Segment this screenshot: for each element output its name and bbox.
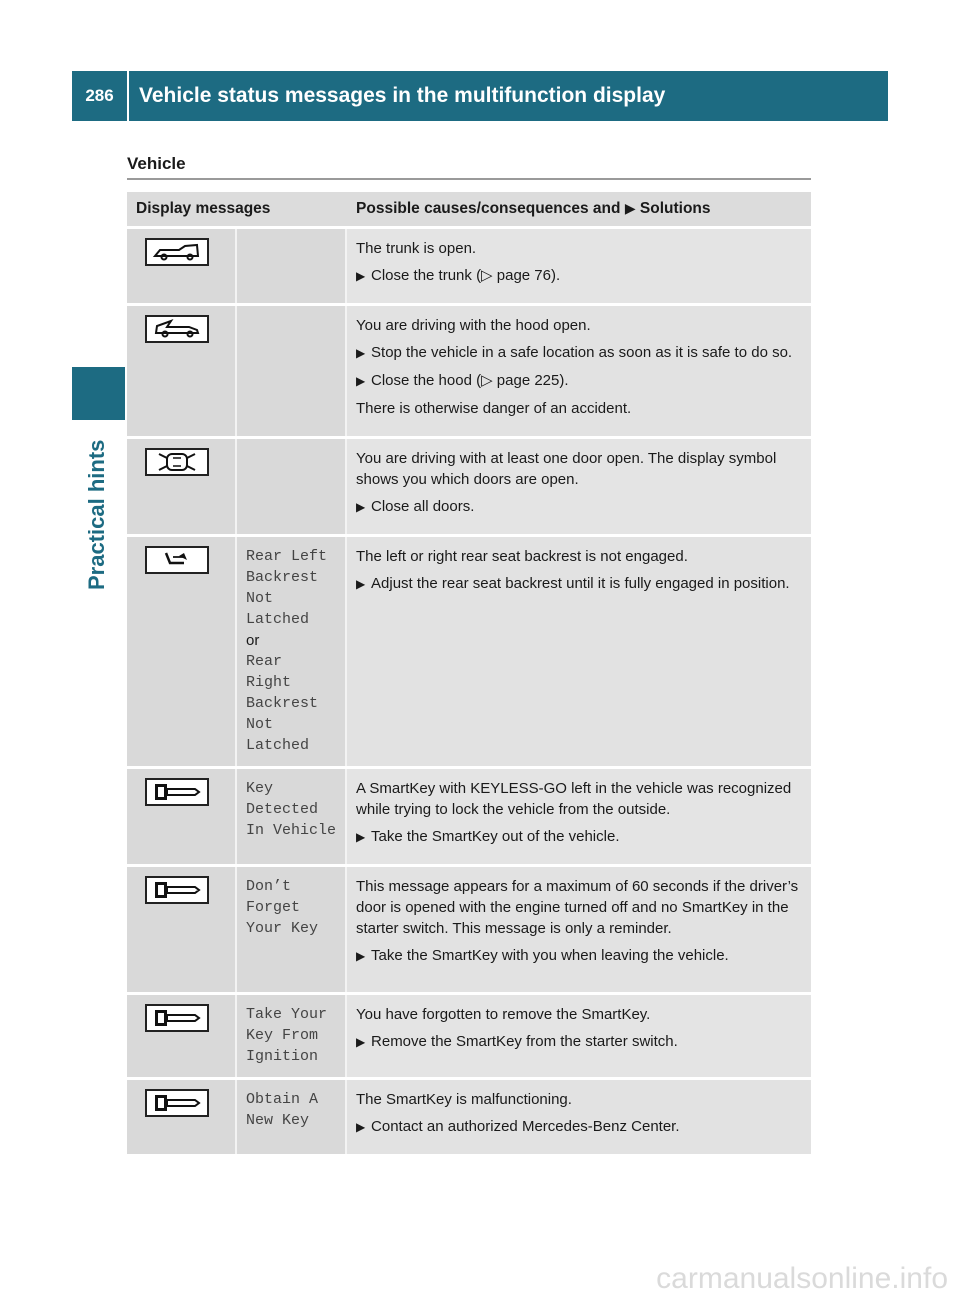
step-arrow-icon: ▶ [356, 269, 366, 283]
table-row [127, 995, 811, 1077]
column-header-causes-suffix: Solutions [639, 200, 711, 217]
warning-text: There is otherwise danger of an accident. [356, 400, 632, 417]
page-number: 286 [85, 86, 114, 105]
cause-cell [347, 439, 811, 534]
step-arrow-icon: ▶ [356, 949, 366, 963]
symbol-cell [127, 1080, 237, 1154]
symbol-cell [127, 306, 237, 436]
table-row [127, 537, 811, 766]
section-title: Vehicle [127, 154, 186, 173]
cause-text: The SmartKey is malfunctioning. [356, 1091, 572, 1108]
message-line: Forget [246, 899, 301, 916]
column-header-causes [347, 192, 811, 226]
solution-arrow-icon: ▶ [624, 200, 636, 216]
section-divider [127, 178, 811, 180]
cause-text: The trunk is open. [356, 240, 477, 257]
cause-text: A SmartKey with KEYLESS-GO left in the vehicle was recognized while trying to lock the vehicle from the outside. [356, 780, 792, 818]
table-row [127, 439, 811, 534]
message-line: Ignition [246, 1048, 319, 1065]
message-line: Backrest [246, 569, 319, 586]
cause-text: You have forgotten to remove the SmartKey. [356, 1006, 651, 1023]
door-open-icon [145, 448, 209, 476]
message-line: Rear [246, 653, 283, 670]
solution-step [356, 826, 802, 848]
message-line: Key From [246, 1027, 319, 1044]
cause-text: This message appears for a maximum of 60 seconds if the driver’s door is opened with the engine turned off and no SmartKey in the starter switch. This message is only a reminder. [356, 878, 799, 937]
message-line: Detected [246, 801, 319, 818]
solution-step [356, 945, 802, 967]
symbol-cell [127, 867, 237, 992]
message-cell [237, 439, 347, 534]
key-icon [145, 1004, 209, 1032]
message-cell [237, 229, 347, 303]
solution-step [356, 265, 802, 287]
key-icon [145, 1089, 209, 1117]
solution-text: Adjust the rear seat backrest until it is fully engaged in position. [371, 575, 790, 592]
column-header-display: Display messages [127, 192, 347, 226]
step-arrow-icon: ▶ [356, 1035, 366, 1049]
step-arrow-icon: ▶ [356, 346, 366, 360]
message-line: Take Your [246, 1006, 328, 1023]
symbol-cell [127, 769, 237, 864]
table-row [127, 867, 811, 992]
solution-text: Close all doors. [371, 498, 475, 515]
solution-text: Take the SmartKey with you when leaving the vehicle. [371, 947, 729, 964]
side-tab-label: Practical hints [84, 439, 109, 590]
column-header-causes-prefix: Possible causes/consequences and [356, 200, 621, 217]
seat-backrest-icon [145, 546, 209, 574]
cause-cell [347, 229, 811, 303]
solution-text: Close the trunk (▷ page 76). [371, 267, 561, 284]
cause-text: You are driving with at least one door open. The display symbol shows you which doors are open. [356, 450, 777, 488]
message-cell [237, 1080, 347, 1154]
step-arrow-icon: ▶ [356, 830, 366, 844]
message-line: New Key [246, 1112, 310, 1129]
cause-text: The left or right rear seat backrest is not engaged. [356, 548, 688, 565]
message-line: Obtain A [246, 1091, 319, 1108]
message-line: Don’t [246, 878, 292, 895]
symbol-cell [127, 537, 237, 766]
table-header-row [127, 192, 811, 226]
solution-text: Take the SmartKey out of the vehicle. [371, 828, 620, 845]
or-separator: or [246, 632, 260, 649]
side-tab-marker [72, 367, 125, 420]
message-cell [237, 867, 347, 992]
message-line: Latched [246, 611, 310, 628]
hood-open-icon [145, 315, 209, 343]
key-icon [145, 778, 209, 806]
message-line: Your Key [246, 920, 319, 937]
cause-cell [347, 1080, 811, 1154]
message-cell [237, 769, 347, 864]
trunk-open-icon [145, 238, 209, 266]
step-arrow-icon: ▶ [356, 374, 366, 388]
solution-step [356, 496, 802, 518]
message-line: Rear Left [246, 548, 328, 565]
step-arrow-icon: ▶ [356, 577, 366, 591]
message-line: Not [246, 716, 274, 733]
step-arrow-icon: ▶ [356, 500, 366, 514]
message-line: Latched [246, 737, 310, 754]
table-row [127, 1080, 811, 1154]
message-cell [237, 995, 347, 1077]
solution-text: Close the hood (▷ page 225). [371, 372, 569, 389]
solution-text: Remove the SmartKey from the starter switch. [371, 1033, 678, 1050]
symbol-cell [127, 229, 237, 303]
message-cell [237, 537, 347, 766]
side-tab [72, 420, 125, 600]
table-row [127, 306, 811, 436]
table-row [127, 229, 811, 303]
solution-step [356, 1116, 802, 1138]
solution-step [356, 342, 802, 364]
cause-cell [347, 867, 811, 992]
cause-cell [347, 537, 811, 766]
table-row [127, 769, 811, 864]
solution-text: Stop the vehicle in a safe location as soon as it is safe to do so. [371, 344, 793, 361]
message-line: Key [246, 780, 274, 797]
symbol-cell [127, 995, 237, 1077]
solution-step [356, 1031, 802, 1053]
messages-table [127, 189, 811, 1157]
solution-step [356, 370, 802, 392]
message-line: Backrest [246, 695, 319, 712]
cause-text: You are driving with the hood open. [356, 317, 591, 334]
message-line: Not [246, 590, 274, 607]
page-title: Vehicle status messages in the multifunction display [139, 84, 666, 107]
cause-cell [347, 306, 811, 436]
symbol-cell [127, 439, 237, 534]
message-cell [237, 306, 347, 436]
footer-watermark: carmanualsonline.info [656, 1262, 948, 1295]
message-line: In Vehicle [246, 822, 337, 839]
cause-cell [347, 769, 811, 864]
page-header [72, 71, 888, 121]
solution-step [356, 573, 802, 595]
step-arrow-icon: ▶ [356, 1120, 366, 1134]
message-line: Right [246, 674, 292, 691]
solution-text: Contact an authorized Mercedes-Benz Center. [371, 1118, 680, 1135]
key-icon [145, 876, 209, 904]
cause-cell [347, 995, 811, 1077]
